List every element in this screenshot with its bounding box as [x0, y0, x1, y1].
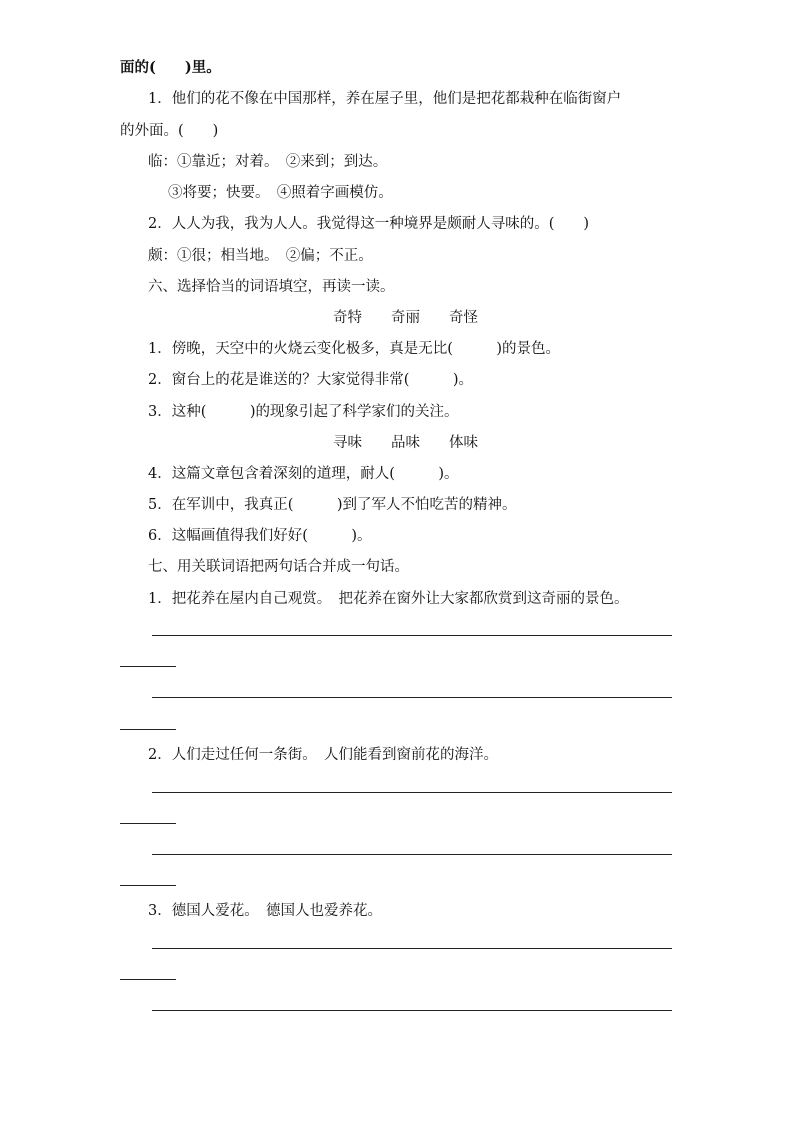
answer-line[interactable] — [152, 948, 672, 949]
question-6-item-5: 5．在军训中，我真正( )到了军人不怕吃苦的精神。 — [148, 497, 517, 513]
question-7-item-3: 3．德国人爱花。 德国人也爱养花。 — [148, 903, 382, 919]
answer-line[interactable] — [152, 792, 672, 793]
question-5-item-1-end: 的外面。( ) — [120, 123, 219, 139]
question-6-item-2: 2．窗台上的花是谁送的？大家觉得非常( )。 — [148, 372, 474, 388]
answer-line[interactable] — [152, 854, 672, 855]
question-6-item-3: 3．这种( )的现象引起了科学家们的关注。 — [148, 404, 459, 420]
answer-line[interactable] — [152, 697, 672, 698]
definition-po: 颇：①很；相当地。 ②偏；不正。 — [148, 248, 373, 264]
answer-line-short[interactable] — [120, 666, 176, 667]
heading-continuation: 面的( )里。 — [120, 59, 221, 76]
answer-line[interactable] — [152, 635, 672, 636]
question-6-item-6: 6．这幅画值得我们好好( )。 — [148, 528, 372, 544]
answer-line-short[interactable] — [120, 885, 176, 886]
answer-line-short[interactable] — [120, 979, 176, 980]
section-7-heading: 七、用关联词语把两句话合并成一句话。 — [148, 559, 409, 575]
answer-line[interactable] — [152, 1010, 672, 1011]
question-7-item-1: 1．把花养在屋内自己观赏。 把花养在窗外让大家都欣赏到这奇丽的景色。 — [148, 591, 629, 607]
question-7-item-2: 2．人们走过任何一条街。 人们能看到窗前花的海洋。 — [148, 747, 498, 763]
word-bank-2: 寻味 品味 体味 — [333, 435, 478, 451]
answer-line-short[interactable] — [120, 823, 176, 824]
question-5-item-2: 2．人人为我，我为人人。我觉得这一种境界是颇耐人寻味的。( ) — [148, 216, 590, 232]
word-bank-1: 奇特 奇丽 奇怪 — [333, 310, 478, 326]
question-6-item-1: 1．傍晚，天空中的火烧云变化极多，真是无比( )的景色。 — [148, 341, 561, 357]
definition-lin-2: ③将要；快要。 ④照着字画模仿。 — [168, 185, 393, 201]
answer-line-short[interactable] — [120, 729, 176, 730]
question-6-item-4: 4．这篇文章包含着深刻的道理，耐人( )。 — [148, 466, 459, 482]
definition-lin-1: 临：①靠近；对着。 ②来到；到达。 — [148, 154, 388, 170]
question-5-item-1: 1．他们的花不像在中国那样，养在屋子里，他们是把花都栽种在临街窗户 — [148, 91, 622, 107]
section-6-heading: 六、选择恰当的词语填空，再读一读。 — [148, 279, 395, 295]
